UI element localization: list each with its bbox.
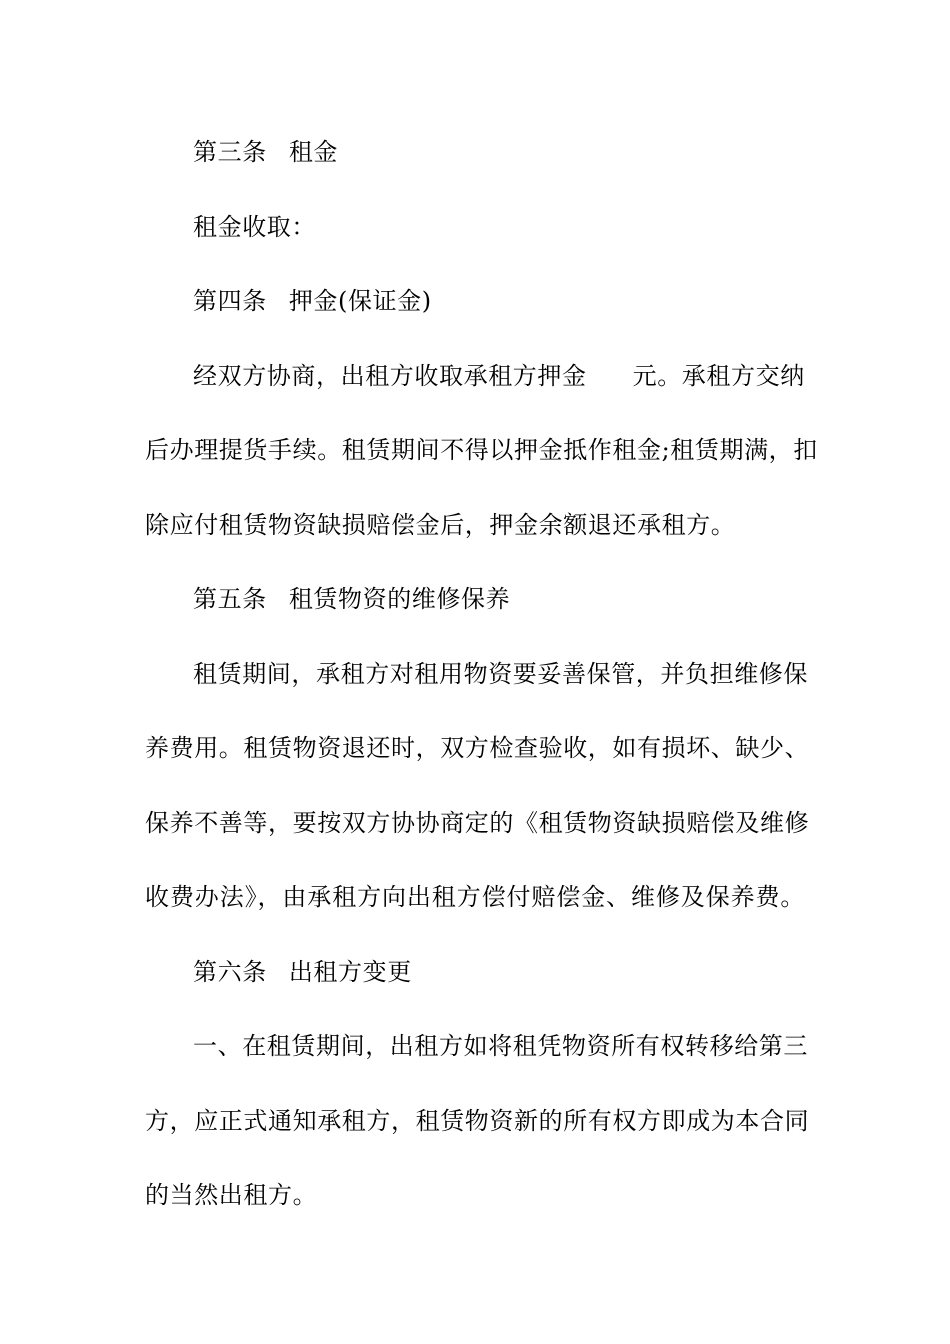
- article-4-paragraph-line: [193, 360, 805, 392]
- article-6-heading: [193, 956, 805, 988]
- article-number: 第四条: [193, 287, 267, 315]
- article-4-paragraph-line: 后办理提货手续。租赁期间不得以押金抵作租金;租赁期满，扣: [145, 436, 818, 464]
- article-5-paragraph-line: 养费用。租赁物资退还时，双方检查验收，如有损坏、缺少、: [145, 734, 810, 762]
- article-4-heading: [193, 285, 805, 317]
- article-number: 第六条: [193, 958, 267, 986]
- article-4-paragraph-line: 除应付租赁物资缺损赔偿金后，押金余额退还承租方。: [145, 511, 736, 539]
- article-6-paragraph-line: 一、在租赁期间，出租方如将租凭物资所有权转移给第三: [193, 1032, 808, 1060]
- article-6-paragraph-line: 方，应正式通知承租方，租赁物资新的所有权方即成为本合同: [145, 1107, 810, 1135]
- article-5-paragraph-line: 保养不善等，要按双方协协商定的《租赁物资缺损赔偿及维修: [145, 809, 810, 837]
- article-6-paragraph-line: 的当然出租方。: [145, 1181, 318, 1209]
- article-3-heading: [193, 136, 805, 168]
- rent-collection-line: 租金收取：: [193, 213, 316, 241]
- deposit-text: 经双方协商，出租方收取承租方押金: [193, 362, 587, 390]
- article-number: 第三条: [193, 138, 267, 166]
- article-5-paragraph-line: 租赁期间，承租方对租用物资要妥善保管，并负担维修保: [193, 660, 808, 688]
- article-title: 出租方变更: [288, 958, 412, 986]
- deposit-text-continued: 元。承租方交纳: [632, 362, 805, 390]
- article-title: 租金: [288, 138, 339, 166]
- article-title: 押金(保证金): [288, 287, 432, 315]
- article-5-paragraph-line: 收费办法》，由承租方向出租方偿付赔偿金、维修及保养费。: [145, 883, 805, 911]
- article-number: 第五条: [193, 585, 267, 613]
- article-5-heading: [193, 583, 805, 615]
- article-title: 租赁物资的维修保养: [288, 585, 511, 613]
